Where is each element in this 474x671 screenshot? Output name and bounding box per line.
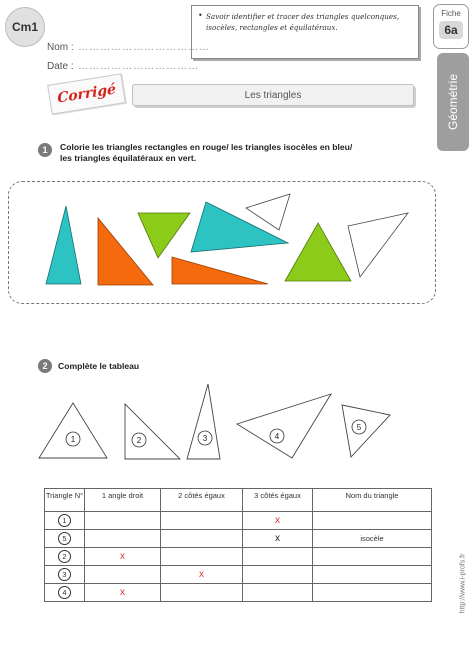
name-label: Nom : <box>47 42 74 53</box>
table-header-row <box>45 489 432 512</box>
figure-triangle-5 <box>342 405 390 457</box>
cell-2-cotes[interactable] <box>161 530 243 548</box>
cell-nom[interactable] <box>313 512 432 530</box>
fiche-label: Fiche <box>441 9 461 18</box>
header-angle-droit: 1 angle droit <box>85 489 161 512</box>
cell-angle-droit[interactable] <box>85 548 161 566</box>
row-num-cell <box>45 548 85 566</box>
row-num-cell <box>45 584 85 602</box>
cell-2-cotes[interactable] <box>161 512 243 530</box>
nom-text: isocèle <box>360 534 384 543</box>
cell-angle-droit[interactable] <box>85 530 161 548</box>
page-title-text: Les triangles <box>244 89 302 101</box>
exercise-1-instruction-line2: les triangles équilatéraux en vert. <box>60 153 197 163</box>
header-nom: Nom du triangle <box>313 489 432 512</box>
figure-triangle-3 <box>187 384 220 459</box>
level-badge-text: Cm1 <box>11 20 38 34</box>
figure-label-2: 2 <box>136 436 142 445</box>
cell-nom[interactable] <box>313 566 432 584</box>
exercise-1-instruction-line1: Colorie les triangles rectangles en rouge/ les triangles isocèles en bleu/ <box>60 142 353 152</box>
cell-3-cotes[interactable] <box>243 530 313 548</box>
figure-triangle-1 <box>39 403 107 458</box>
row-num: 1 <box>58 514 71 527</box>
cell-nom[interactable] <box>313 530 432 548</box>
mark: x <box>275 533 280 544</box>
figure-triangle-4 <box>237 394 331 458</box>
name-dots: ……………………………… <box>78 42 211 53</box>
corrige-text: Corrigé <box>56 81 117 107</box>
cell-2-cotes[interactable] <box>161 584 243 602</box>
objectives-text: Savoir identifier et tracer des triangles quelconques, isocèles, rectangles et équilatéraux. <box>206 12 400 32</box>
row-num-cell <box>45 566 85 584</box>
table-row <box>45 566 432 584</box>
date-dots: …………………………… <box>78 61 200 72</box>
row-num-cell <box>45 530 85 548</box>
exercise-2-instruction: Complète le tableau <box>58 361 140 371</box>
figure-label-1: 1 <box>70 435 76 444</box>
row-num: 3 <box>58 568 71 581</box>
exercise-1-number-text: 1 <box>42 145 48 155</box>
row-num: 2 <box>58 550 71 563</box>
mark: x <box>199 569 204 580</box>
mark: x <box>120 587 125 598</box>
table-row <box>45 512 432 530</box>
cell-2-cotes[interactable] <box>161 566 243 584</box>
credit-text <box>458 538 468 628</box>
table-row <box>45 584 432 602</box>
header-3-cotes: 3 côtés égaux <box>243 489 313 512</box>
cell-3-cotes[interactable] <box>243 584 313 602</box>
figure-label-3: 3 <box>202 434 208 443</box>
cell-3-cotes[interactable] <box>243 512 313 530</box>
credit-url[interactable]: http://www.i-profs.fr <box>459 553 467 613</box>
figure-triangle-2 <box>125 404 180 459</box>
row-num: 5 <box>58 532 71 545</box>
row-num-cell <box>45 512 85 530</box>
figure-label-4: 4 <box>274 432 280 441</box>
row-num: 4 <box>58 586 71 599</box>
cell-angle-droit[interactable] <box>85 512 161 530</box>
header-2-cotes: 2 côtés égaux <box>161 489 243 512</box>
figure-label-5: 5 <box>356 423 362 432</box>
date-label: Date : <box>47 61 74 72</box>
cell-angle-droit[interactable] <box>85 584 161 602</box>
table-row <box>45 548 432 566</box>
subject-label: Géométrie <box>446 73 460 131</box>
fiche-number: 6a <box>439 21 463 39</box>
cell-nom[interactable] <box>313 548 432 566</box>
cell-2-cotes[interactable] <box>161 548 243 566</box>
header-triangle-num: Triangle N° <box>45 489 85 512</box>
exercise-2-number-text: 2 <box>42 361 48 371</box>
cell-angle-droit[interactable] <box>85 566 161 584</box>
triangles-table <box>44 488 432 602</box>
table-row <box>45 530 432 548</box>
cell-nom[interactable] <box>313 584 432 602</box>
bullet-icon: • <box>198 11 203 20</box>
cell-3-cotes[interactable] <box>243 566 313 584</box>
mark: x <box>120 551 125 562</box>
cell-3-cotes[interactable] <box>243 548 313 566</box>
mark: x <box>275 515 280 526</box>
